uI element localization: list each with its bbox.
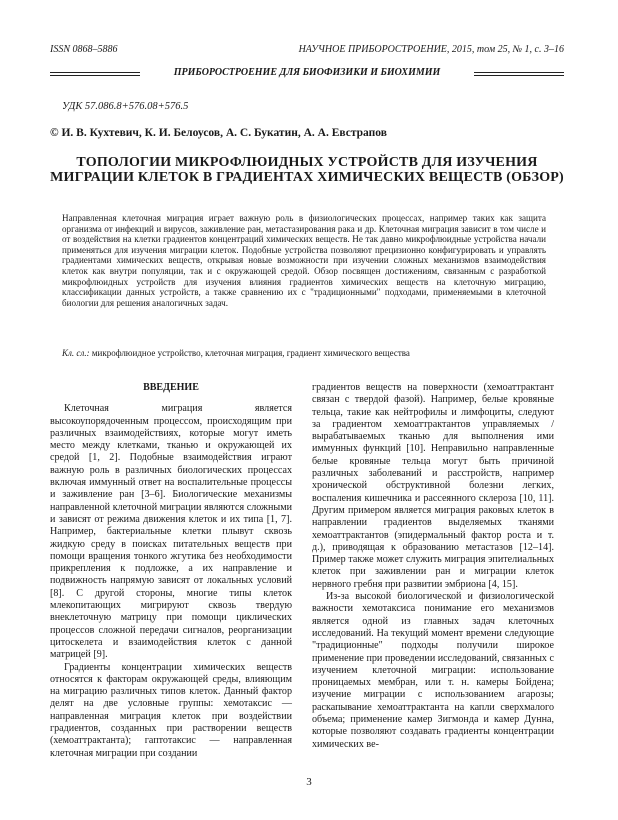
page-number: 3 (306, 776, 312, 788)
right-paragraph-2: Из-за высокой биологической и физиологической важности хемотаксиса понимание его механизмов является одной из главных задач клеточных исследований. На текущий момент времени следующие "традиционные" подходы получили широкое применение при проведении исследований, связанных с изучением клеточной миграции: использование проницаемых мембран, или т. н. камеры Бойдена; изучение миграции с использованием агарозы; раскапывание хемоаттрактанта на капли сверхмалого объема; применение камер Зигмонда и камер Дунна, которые позволяют создавать градиенты концентрации химических ве- (312, 591, 554, 750)
introduction-heading: ВВЕДЕНИЕ (143, 382, 199, 393)
issn-number: ISSN 0868–5886 (50, 44, 118, 55)
keywords-label: Кл. сл.: (62, 348, 90, 358)
udk-code: УДК 57.086.8+576.08+576.5 (62, 101, 189, 112)
left-paragraph-1: Клеточная миграция является высокоупорядоченным процессом, происходящим при различных взаимодействиях, которые могут иметь место между клетками, тканью и окружающей их средой [1, 2]. Подобные взаимодействия играют важную роль в различных биологических процессах включая иммунный ответ на воспалительные процессы и заживление ран [3–6]. Биологические механизмы направленной клеточной миграции являются сложными и зависят от режима движения клеток и их типа [1, 7]. Например, бактериальные клетки плывут сквозь жидкую среду в поисках питательных веществ при помощи вращения тонкого жгутика без необходимости прикрепления к подложке, а их направление и подвижность напрямую зависят от локальных условий [8]. С другой стороны, многие типы клеток млекопитающих мигрируют сквозь твердую внеклеточную матрицу при помощи циклических процессов сложной передачи сигналов, реорганизации цитоскелета и взаимодействия клеток с данной матрицей [9]. (50, 403, 292, 661)
keywords-text: микрофлюидное устройство, клеточная миграция, градиент химического вещества (89, 348, 410, 358)
left-paragraph-2: Градиенты концентрации химических веществ относятся к факторам окружающей среды, влияющим на миграцию различных типов клеток. Данный фактор делят на две условные группы: хемотаксис — направленная миграция клеток при воздействии градиентов, созданных при растворении веществ (хемоаттрактанта); гаптотаксис — направленная клеточная миграции при создании (50, 661, 292, 759)
right-column (312, 382, 554, 751)
paper-title: ТОПОЛОГИИ МИКРОФЛЮИДНЫХ УСТРОЙСТВ ДЛЯ ИЗУЧЕНИЯ МИГРАЦИИ КЛЕТОК В ГРАДИЕНТАХ ХИМИЧЕСКИХ ВЕЩЕСТВ (ОБЗОР) (50, 155, 564, 185)
authors-line: © И. В. Кухтевич, К. И. Белоусов, А. С. Букатин, А. А. Евстрапов (50, 127, 387, 139)
section-title: ПРИБОРОСТРОЕНИЕ ДЛЯ БИОФИЗИКИ И БИОХИМИИ (173, 67, 441, 78)
rule-right (474, 69, 564, 79)
journal-citation: НАУЧНОЕ ПРИБОРОСТРОЕНИЕ, 2015, том 25, № 1, c. 3–16 (298, 44, 564, 55)
keywords (62, 348, 410, 358)
right-paragraph-1: градиентов веществ на поверхности (хемоаттрактант связан с твердой фазой). Например, белые кровяные тельца, такие как нейтрофилы и лимфоциты, следуют за градиентом хемоаттрактантов управляемых / вырабатываемых тканью для выполнения ими иммунных функций [10]. Неправильно направленные белые кровяные тельца могут быть причиной различных заболеваний и расстройств, например хронической обструктивной болезни легких, воспаления кишечника и рассеянного склероза [10, 11]. Другим примером является миграция раковых клеток в направлении градиентов выделяемых тканями хемоаттрактантов (эпидермальный фактор роста и т. д.), приводящая к образованию метастазов [12–14]. Пример также может служить миграция эпителиальных клеток при заживлении ран и миграции клеток нервного гребня при развитии эмбриона [4, 15]. (312, 382, 554, 590)
abstract: Направленная клеточная миграция играет важную роль в физиологических процессах, например таких как защита организма от инфекций и вирусов, заживление ран, метастазирования рака и др. Клеточная миграция зависит в том числе и от воздействия на клетки градиентов концентраций химических веществ. Не так давно микрофлюидные устройства начали применяться для изучения миграции клеток. Подобные устройства позволяют прецизионно конфигурировать и управлять градиентами химических веществ, открывая новые возможности при изучении сложных механизмов взаимодействия клеток как внутри популяции, так и с окружающей средой. Обзор посвящен достижениям, связанным с разработкой микрофлюидных устройств для изучения влияния градиентов химических веществ на клеточную миграцию, классификации данных устройств, а также сравнению их с "традиционными" подходами, применяемыми в клеточной биологии для решения аналогичных задач. (62, 213, 546, 308)
section-heading-band (50, 69, 564, 79)
left-column (50, 382, 292, 760)
